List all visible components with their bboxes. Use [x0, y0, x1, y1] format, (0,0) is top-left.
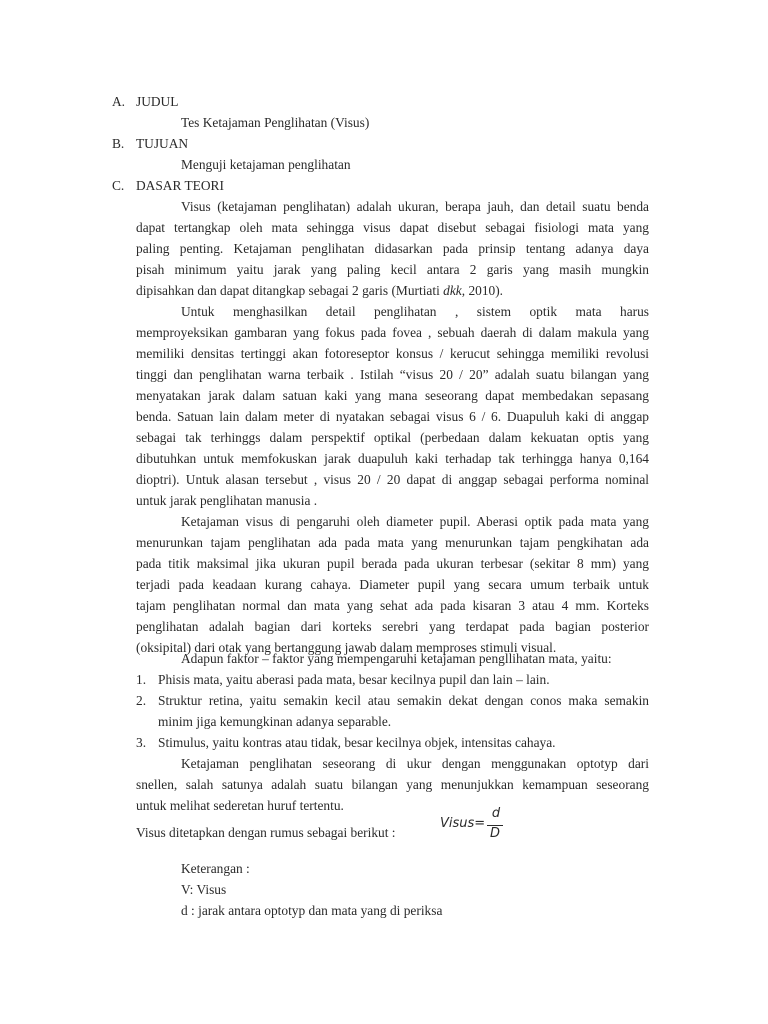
para2-last-line: untuk jarak penglihatan manusia .: [136, 493, 318, 508]
para3-line: pada titik maksimal jika ukuran pupil berada pada ukuran terbesar (sekitar 8 mm) yang: [136, 556, 649, 571]
section-b-content: Menguji ketajaman penglihatan: [181, 157, 351, 172]
keterangan-item: V: Visus: [181, 882, 227, 897]
para2-line: memproyeksikan gambaran yang fokus pada fovea , sebuah daerah di dalam makula yang: [136, 325, 649, 340]
factors-intro: Adapun faktor – faktor yang mempengaruhi ketajaman pengllihatan mata, yaitu:: [181, 651, 612, 666]
para4-line: Ketajaman penglihatan seseorang di ukur dengan menggunakan optotyp dari: [181, 756, 649, 771]
para3-line: tajam penglihatan normal dan mata yang sehat ada pada kisaran 3 atau 4 mm. Korteks: [136, 598, 649, 613]
factor-number: 3.: [136, 735, 147, 750]
formula-numerator: d: [491, 806, 501, 821]
factor-item-continued: minim jiga kemungkinan adanya separable.: [158, 714, 392, 729]
para1-line: pisah minimum yaitu jarak yang paling kecil antara 2 garis yang masih mungkin: [136, 262, 649, 277]
formula-lhs: Visus=: [440, 816, 486, 831]
para2-line: memiliki densitas tertinggi akan fotoreseptor konsus / kerucut sehingga memiliki revolusi: [136, 346, 649, 361]
para2-line: dioptri). Untuk alasan tersebut , visus 20 / 20 dapat di anggap sebagai performa nominal: [136, 472, 649, 487]
para1-last-text: dipisahkan dan dapat ditangkap sebagai 2 garis (Murtiati: [136, 283, 444, 298]
section-b-letter: B.: [112, 136, 125, 151]
para1-line: dapat tertangkap oleh mata sehingga visus dapat disebut sebagai fisiologi mata yang: [136, 220, 649, 235]
para3-line: penglihatan adalah bagian dari korteks serebri yang terdapat pada bagian posterior: [136, 619, 649, 634]
para3-line: terjadi pada keadaan kurang cahaya. Diameter pupil yang secara umum terbaik untuk: [136, 577, 649, 592]
keterangan-item: d : jarak antara optotyp dan mata yang di periksa: [181, 903, 443, 918]
factor-item: Stimulus, yaitu kontras atau tidak, besar kecilnya objek, intensitas cahaya.: [158, 735, 556, 750]
para2-line: Untuk menghasilkan detail penglihatan , sistem optik mata harus: [181, 304, 649, 319]
section-a-letter: A.: [112, 94, 126, 109]
para1-line: Visus (ketajaman penglihatan) adalah ukuran, berapa jauh, dan detail suatu benda: [181, 199, 649, 214]
section-c-heading: DASAR TEORI: [136, 178, 224, 193]
para2-line: menyatakan jarak dalam satuan kaki yang mana seseorang dapat membedakan sepasang: [136, 388, 649, 403]
para2-line: benda. Satuan lain dalam meter di nyatakan sebagai visus 6 / 6. Duapuluh kaki di anggap: [136, 409, 649, 424]
visus-formula: [440, 806, 520, 842]
formula-intro: Visus ditetapkan dengan rumus sebagai berikut :: [136, 825, 396, 840]
para4-last-line: untuk melihat sederetan huruf tertentu.: [136, 798, 344, 813]
factor-item: Struktur retina, yaitu semakin kecil atau semakin dekat dengan conos maka semakin: [158, 693, 649, 708]
formula-denominator: D: [489, 826, 500, 841]
section-b-heading: TUJUAN: [136, 136, 189, 151]
para3-last-line: (oksipital) dari otak yang bertanggung jawab dalam memproses stimuli visual.: [136, 640, 557, 655]
para2-line: dibutuhkan untuk memfokuskan jarak duapuluh kaki terhadap tak terhingga hanya 0,164: [136, 451, 649, 466]
para1-line: paling penting. Ketajaman penglihatan didasarkan pada prinsip tentang adanya daya: [136, 241, 649, 256]
factor-item: Phisis mata, yaitu aberasi pada mata, besar kecilnya pupil dan lain – lain.: [158, 672, 550, 687]
factor-number: 1.: [136, 672, 147, 687]
section-a-heading: JUDUL: [136, 94, 179, 109]
section-c-letter: C.: [112, 178, 125, 193]
factor-number: 2.: [136, 693, 147, 708]
para2-line: tinggi dan penglihatan warna terbaik . Istilah “visus 20 / 20” adalah suatu bilangan yang: [136, 367, 649, 382]
para1-citation-year: , 2010).: [461, 283, 504, 298]
para2-line: sebagai tak terhinggs dalam perspektif optikal (perbedaan dalam kekuatan optis yang: [136, 430, 649, 445]
para3-line: menurunkan tajam penglihatan ada pada mata yang menurunkan tajam pengkihatan ada: [136, 535, 649, 550]
para1-citation-italic: dkk: [443, 283, 462, 298]
para3-line: Ketajaman visus di pengaruhi oleh diameter pupil. Aberasi optik pada mata yang: [181, 514, 649, 529]
section-a-content: Tes Ketajaman Penglihatan (Visus): [181, 115, 370, 130]
para1-last-line: [136, 281, 503, 300]
keterangan-title: Keterangan :: [181, 861, 250, 876]
para4-line: snellen, salah satunya adalah suatu bilangan yang menunjukkan kemampuan seseorang: [136, 777, 649, 792]
